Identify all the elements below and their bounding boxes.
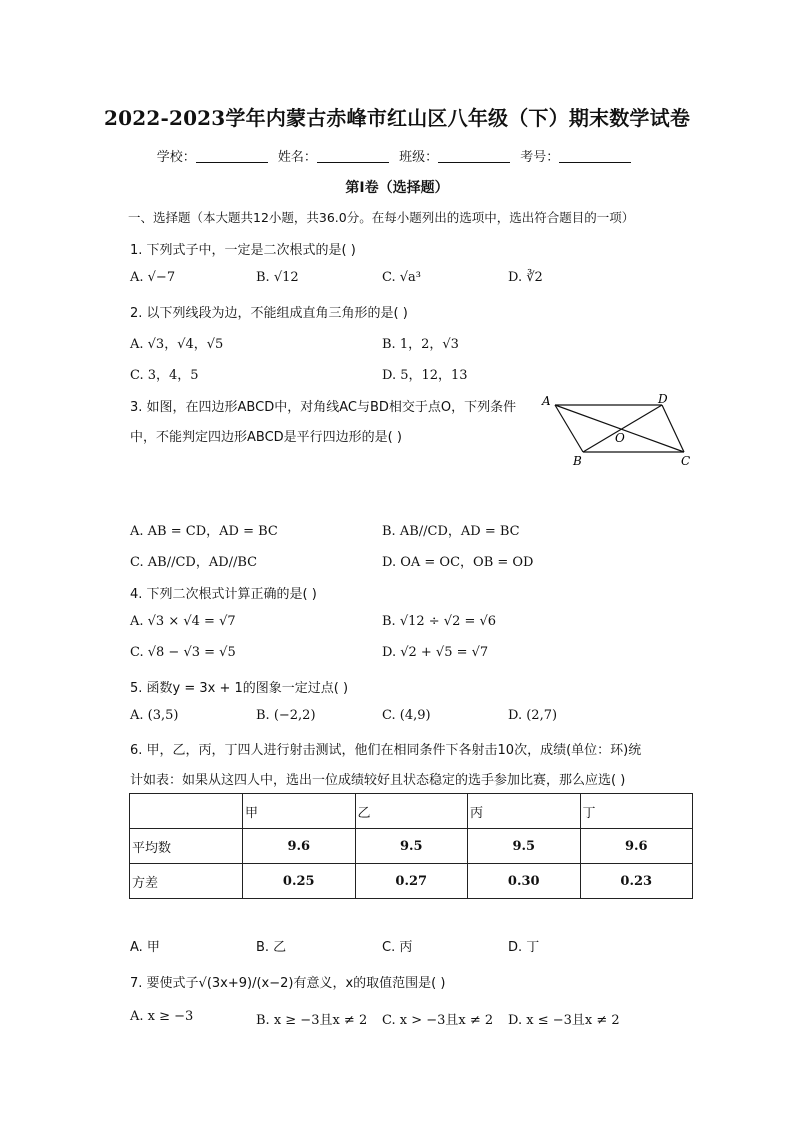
table-cell: 0.27	[355, 864, 468, 899]
question-6-stem-line2: 计如表：如果从这四人中，选出一位成绩较好且状态稳定的选手参加比赛，那么应选( )	[130, 773, 626, 788]
q4-option-c: C. √8 − √3 = √5	[130, 645, 236, 660]
question-5-stem: 5. 函数y = 3x + 1的图象一定过点( )	[130, 681, 349, 696]
table-header-cell	[130, 794, 243, 829]
question-6-stem-line1: 6. 甲，乙，丙，丁四人进行射击测试，他们在相同条件下各射击10次，成绩(单位：环)统	[130, 743, 642, 758]
q7-option-b: B. x ≥ −3且x ≠ 2	[256, 1013, 368, 1028]
class-label: 班级：	[399, 150, 439, 165]
q6-option-d: D. 丁	[508, 940, 540, 955]
q1-option-b: B. √12	[256, 270, 299, 285]
row-label: 方差	[130, 864, 243, 899]
part-heading: 一、选择题（本大题共12小题，共36.0分。在每小题列出的选项中，选出符合题目的一项）	[128, 210, 635, 225]
table-cell: 0.25	[243, 864, 356, 899]
q4-option-a: A. √3 × √4 = √7	[130, 614, 236, 629]
table-cell: 9.5	[355, 829, 468, 864]
table-cell: 0.23	[580, 864, 693, 899]
student-info-line	[0, 146, 794, 165]
table-header-cell: 乙	[355, 794, 468, 829]
q7-option-a: A. x ≥ −3	[130, 1009, 194, 1024]
vertex-c-label: C	[681, 454, 691, 468]
class-blank[interactable]	[438, 150, 510, 163]
exam-no-label: 考号：	[520, 150, 560, 165]
q1-option-c: C. √a³	[382, 270, 421, 285]
table-row	[130, 829, 693, 864]
vertex-a-label: A	[542, 394, 551, 408]
q6-option-c: C. 丙	[382, 940, 413, 955]
table-cell: 9.6	[243, 829, 356, 864]
table-cell: 9.6	[580, 829, 693, 864]
parallelogram-figure	[538, 390, 698, 472]
table-header-cell: 丙	[468, 794, 581, 829]
q5-option-d: D. (2,7)	[508, 708, 558, 723]
question-4-stem: 4. 下列二次根式计算正确的是( )	[130, 587, 317, 602]
table-cell: 9.5	[468, 829, 581, 864]
exam-no-blank[interactable]	[559, 150, 631, 163]
point-o-label: O	[615, 431, 625, 445]
q5-option-c: C. (4,9)	[382, 708, 431, 723]
q2-option-b: B. 1，2，√3	[382, 337, 459, 352]
q2-option-c: C. 3，4，5	[130, 368, 199, 383]
table-row	[130, 864, 693, 899]
q2-option-a: A. √3，√4，√5	[130, 337, 224, 352]
q6-option-a: A. 甲	[130, 940, 160, 955]
question-3-stem-line2: 中，不能判定四边形ABCD是平行四边形的是( )	[130, 430, 402, 445]
q5-option-a: A. (3,5)	[130, 708, 179, 723]
q1-option-a: A. √−7	[130, 270, 176, 285]
table-cell: 0.30	[468, 864, 581, 899]
question-7-stem: 7. 要使式子√(3x+9)/(x−2)有意义，x的取值范围是( )	[130, 976, 446, 991]
question-3-stem-line1: 3. 如图，在四边形ABCD中，对角线AC与BD相交于点O，下列条件	[130, 400, 517, 415]
q3-option-a: A. AB = CD，AD = BC	[130, 524, 278, 539]
q7-option-c: C. x > −3且x ≠ 2	[382, 1013, 494, 1028]
name-blank[interactable]	[317, 150, 389, 163]
row-label: 平均数	[130, 829, 243, 864]
name-label: 姓名：	[277, 150, 317, 165]
table-header-cell: 丁	[580, 794, 693, 829]
question-2-stem: 2. 以下列线段为边，不能组成直角三角形的是( )	[130, 306, 408, 321]
school-blank[interactable]	[196, 150, 268, 163]
q1-option-d: D. ∛2	[508, 270, 543, 285]
q7-option-d: D. x ≤ −3且x ≠ 2	[508, 1013, 620, 1028]
q6-option-b: B. 乙	[256, 940, 287, 955]
vertex-b-label: B	[573, 454, 582, 468]
q4-option-b: B. √12 ÷ √2 = √6	[382, 614, 497, 629]
side-ab	[555, 405, 583, 452]
q3-option-c: C. AB//CD，AD//BC	[130, 555, 258, 570]
table-header-row	[130, 794, 693, 829]
vertex-d-label: D	[658, 392, 668, 406]
table-header-cell: 甲	[243, 794, 356, 829]
score-table	[129, 793, 693, 899]
q4-option-d: D. √2 + √5 = √7	[382, 645, 489, 660]
q5-option-b: B. (−2,2)	[256, 708, 316, 723]
section-title: 第I卷（选择题）	[345, 180, 449, 196]
q2-option-d: D. 5，12，13	[382, 368, 468, 383]
q3-option-d: D. OA = OC，OB = OD	[382, 555, 534, 570]
school-label: 学校：	[156, 150, 196, 165]
page-title: 2022-2023学年内蒙古赤峰市红山区八年级（下）期末数学试卷	[103, 106, 691, 130]
question-1-stem: 1. 下列式子中，一定是二次根式的是( )	[130, 243, 356, 258]
q3-option-b: B. AB//CD，AD = BC	[382, 524, 520, 539]
